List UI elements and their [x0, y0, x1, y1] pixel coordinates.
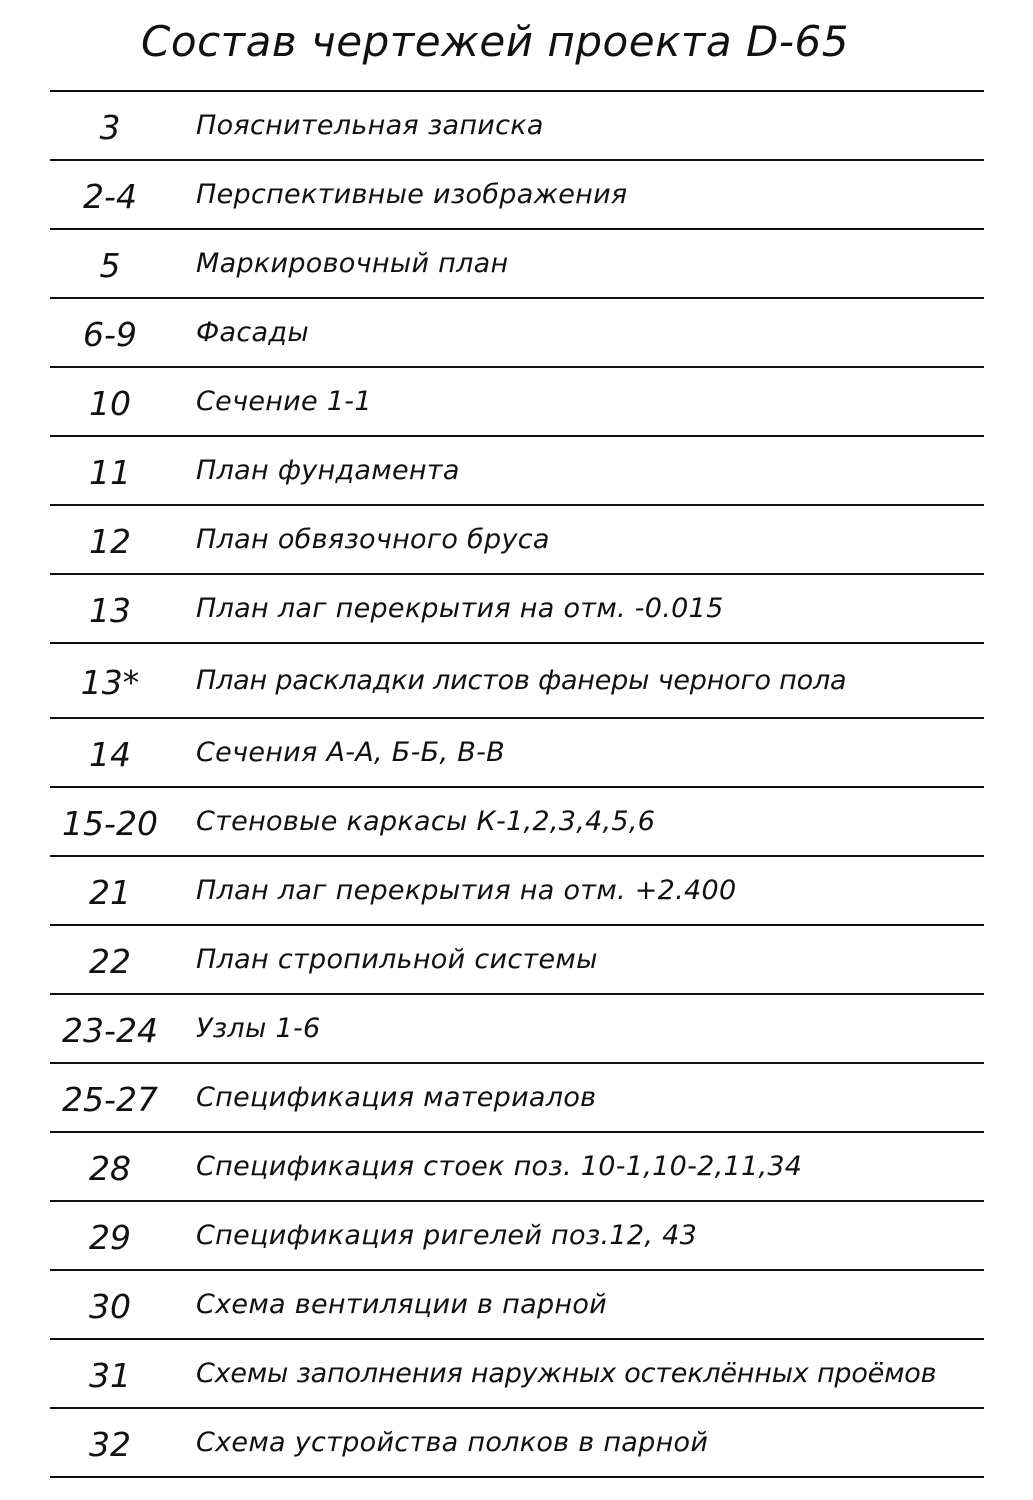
sheet-number: 23-24: [62, 1010, 158, 1050]
table-row: [50, 1271, 984, 1340]
drawings-table: [50, 90, 984, 1478]
sheet-description: Перспективные изображения: [196, 178, 628, 210]
sheet-description: Схемы заполнения наружных остеклённых проёмов: [196, 1357, 937, 1389]
sheet-number: 31: [89, 1355, 131, 1395]
sheet-description: План раскладки листов фанеры черного пола: [196, 664, 847, 696]
sheet-number: 14: [89, 734, 131, 774]
sheet-number: 6-9: [83, 314, 137, 354]
sheet-number: 5: [99, 245, 121, 285]
table-row: [50, 437, 984, 506]
sheet-number: 12: [89, 521, 131, 561]
sheet-number: 15-20: [62, 803, 158, 843]
table-row: [50, 719, 984, 788]
sheet-number: 25-27: [62, 1079, 158, 1119]
sheet-number: 2-4: [83, 176, 137, 216]
sheet-description: План лаг перекрытия на отм. +2.400: [196, 874, 737, 906]
sheet-number: 13*: [80, 662, 140, 702]
sheet-description: Стеновые каркасы К-1,2,3,4,5,6: [196, 805, 656, 837]
sheet-number: 22: [89, 941, 131, 981]
table-row: [50, 575, 984, 644]
table-row: [50, 230, 984, 299]
table-row: [50, 161, 984, 230]
sheet-description: План стропильной системы: [196, 943, 598, 975]
sheet-number: 30: [89, 1286, 131, 1326]
sheet-description: Фасады: [196, 316, 309, 348]
sheet-description: Сечение 1-1: [196, 385, 372, 417]
table-row: [50, 926, 984, 995]
sheet-number: 13: [89, 590, 131, 630]
sheet-description: План фундамента: [196, 454, 460, 486]
sheet-description: Схема вентиляции в парной: [196, 1288, 607, 1320]
sheet-number: 28: [89, 1148, 131, 1188]
table-row: [50, 1202, 984, 1271]
table-row: [50, 1340, 984, 1409]
table-row: [50, 1409, 984, 1478]
table-row: [50, 506, 984, 575]
table-row: [50, 995, 984, 1064]
table-row: [50, 1133, 984, 1202]
sheet-description: Спецификация материалов: [196, 1081, 597, 1113]
sheet-description: Спецификация стоек поз. 10-1,10-2,11,34: [196, 1150, 803, 1182]
sheet-number: 10: [89, 383, 131, 423]
sheet-description: План обвязочного бруса: [196, 523, 550, 555]
sheet-description: План лаг перекрытия на отм. -0.015: [196, 592, 724, 624]
table-row: [50, 857, 984, 926]
table-row: [50, 644, 984, 719]
sheet-number: 21: [89, 872, 131, 912]
sheet-number: 3: [99, 107, 121, 147]
table-row: [50, 92, 984, 161]
sheet-number: 11: [89, 452, 131, 492]
table-row: [50, 368, 984, 437]
sheet-description: Узлы 1-6: [196, 1012, 321, 1044]
page-title: Состав чертежей проекта D-65: [141, 17, 849, 66]
sheet-number: 32: [89, 1424, 131, 1464]
sheet-description: Пояснительная записка: [196, 109, 544, 141]
table-row: [50, 299, 984, 368]
sheet-description: Сечения А-А, Б-Б, В-В: [196, 736, 505, 768]
sheet-description: Маркировочный план: [196, 247, 509, 279]
sheet-description: Спецификация ригелей поз.12, 43: [196, 1219, 698, 1251]
sheet-description: Схема устройства полков в парной: [196, 1426, 709, 1458]
table-row: [50, 788, 984, 857]
sheet-number: 29: [89, 1217, 131, 1257]
table-row: [50, 1064, 984, 1133]
